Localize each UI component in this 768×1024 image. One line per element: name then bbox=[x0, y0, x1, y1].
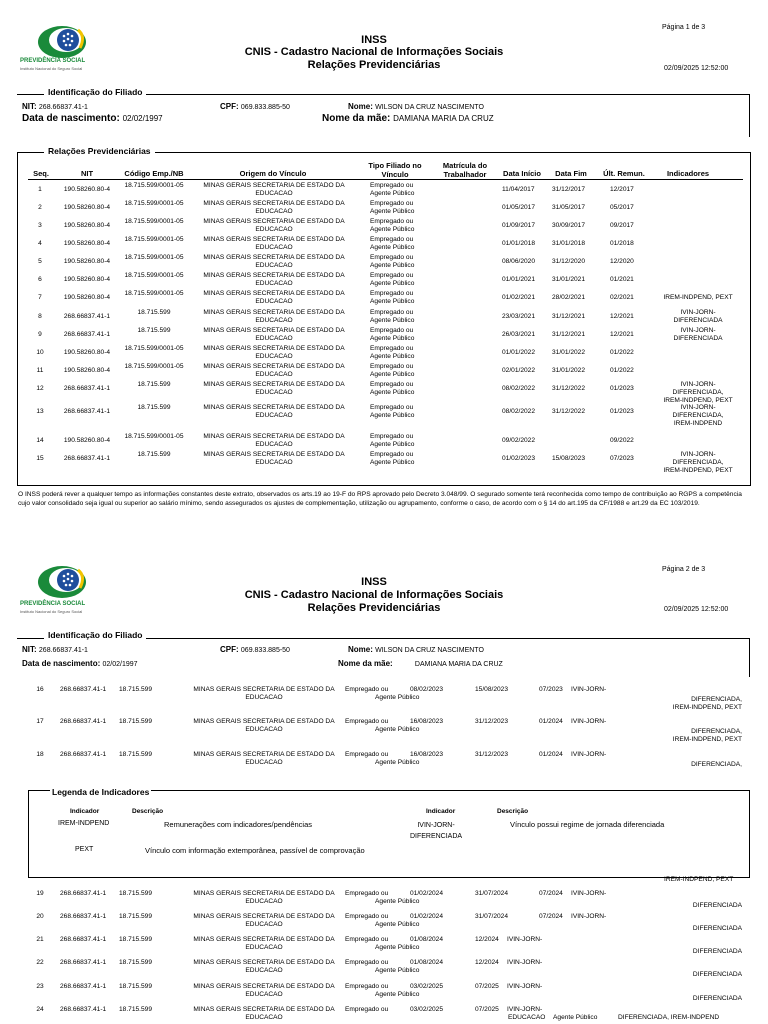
row-data-inicio: 08/02/2022 bbox=[502, 408, 536, 415]
col-matricula: Matrícula do Trabalhador bbox=[442, 161, 488, 179]
row-nit: 190.58260.80-4 bbox=[63, 437, 111, 444]
row-cod: 18.715.599/0001-05 bbox=[124, 290, 184, 297]
nasc-label: Data de nascimento: bbox=[22, 113, 120, 124]
row-nit: 268.66837.41-1 bbox=[60, 751, 107, 758]
col-data-fim: Data Fim bbox=[555, 169, 587, 178]
row-tipo: Empregado ou Agente Público bbox=[370, 381, 415, 396]
row-nit: 190.58260.80-4 bbox=[63, 294, 111, 301]
row-tipo-1: Empregado ou bbox=[345, 1006, 389, 1013]
row-tipo: Empregado ou Agente Público bbox=[370, 404, 415, 419]
nome-row bbox=[348, 102, 484, 111]
row-cod: 18.715.599 bbox=[119, 936, 153, 943]
row-tipo: Empregado ou Agente Público bbox=[370, 272, 415, 287]
row-data-inicio: 03/02/2025 bbox=[410, 983, 444, 990]
row-nit: 268.66837.41-1 bbox=[63, 385, 111, 392]
row-tipo-1: Empregado ou bbox=[345, 959, 389, 966]
nome-value-p2: WILSON DA CRUZ NASCIMENTO bbox=[375, 647, 484, 654]
row-ind-2: DIFERENCIADA bbox=[692, 971, 742, 978]
legenda-ind-pext: PEXT bbox=[75, 846, 94, 853]
row-data-inicio: 08/02/2022 bbox=[502, 385, 536, 392]
row-cod: 18.715.599 bbox=[137, 404, 171, 411]
legenda-ind-ivin: IVIN-JORN- DIFERENCIADA bbox=[409, 822, 463, 840]
legenda-title: Legenda de Indicadores bbox=[52, 787, 150, 797]
row-cod: 18.715.599/0001-05 bbox=[124, 345, 184, 352]
row-tipo-2: Agente Público bbox=[375, 898, 420, 905]
row-data-inicio: 01/05/2017 bbox=[502, 204, 536, 211]
row-tipo-1: Empregado ou bbox=[345, 718, 389, 725]
row-nit: 190.58260.80-4 bbox=[63, 258, 111, 265]
row-data-inicio: 09/02/2022 bbox=[502, 437, 536, 444]
row-seq: 11 bbox=[36, 367, 44, 374]
row-ult-remun: 07/2025 bbox=[475, 983, 499, 990]
nasc-row bbox=[22, 113, 163, 124]
row-indicadores: IVIN-JORN- DIFERENCIADA, IREM-INDPEND, PEXT bbox=[663, 381, 733, 404]
col-cod: Código Emp./NB bbox=[124, 169, 184, 178]
row-origem: MINAS GERAIS SECRETARIA DE ESTADO DA EDUCACAO bbox=[193, 751, 335, 766]
row-cod: 18.715.599 bbox=[119, 1006, 153, 1013]
row-data-inicio: 01/01/2018 bbox=[502, 240, 536, 247]
row-ind-1: IVIN-JORN- bbox=[507, 1006, 543, 1013]
row-tipo: Empregado ou Agente Público bbox=[370, 254, 415, 269]
row-data-fim: 31/12/2021 bbox=[552, 331, 586, 338]
row-ult-remun: 02/2021 bbox=[610, 294, 634, 301]
row-seq: 22 bbox=[36, 959, 44, 966]
row-origem: MINAS GERAIS SECRETARIA DE ESTADO DA EDUCACAO bbox=[193, 959, 335, 974]
row-ind-2: DIFERENCIADA, bbox=[691, 761, 742, 768]
row-indicadores: IVIN-JORN- DIFERENCIADA bbox=[673, 309, 723, 324]
row-data-fim: 31/12/2021 bbox=[552, 313, 586, 320]
row-nit: 190.58260.80-4 bbox=[63, 276, 111, 283]
row-origem: MINAS GERAIS SECRETARIA DE ESTADO DA EDUCACAO bbox=[203, 404, 345, 419]
row-indicadores: IVIN-JORN- DIFERENCIADA, IREM-INDPEND bbox=[672, 404, 724, 427]
col-data-inicio: Data Início bbox=[503, 169, 541, 178]
row-ult-remun: 01/2022 bbox=[610, 349, 634, 356]
row-data-fim: 31/05/2017 bbox=[552, 204, 586, 211]
row-cod: 18.715.599/0001-05 bbox=[124, 363, 184, 370]
row-seq: 8 bbox=[38, 313, 42, 320]
row-seq: 6 bbox=[38, 276, 42, 283]
row-data-fim: 15/08/2023 bbox=[552, 455, 586, 462]
header-rule bbox=[28, 179, 743, 180]
row-nit: 190.58260.80-4 bbox=[63, 349, 111, 356]
relacoes-section-title: Relações Previdenciárias bbox=[44, 146, 155, 156]
nit-row bbox=[22, 102, 88, 111]
nasc-value: 02/02/1997 bbox=[122, 114, 163, 123]
row-origem: MINAS GERAIS SECRETARIA DE ESTADO DA EDUCACAO bbox=[203, 254, 345, 269]
cpf-value: 069.833.885-50 bbox=[240, 104, 290, 111]
row-origem: MINAS GERAIS SECRETARIA DE ESTADO DA EDUCACAO bbox=[203, 381, 345, 396]
legenda-col-ind: Indicador bbox=[70, 808, 100, 815]
row-nit: 268.66837.41-1 bbox=[63, 408, 111, 415]
row-nit: 268.66837.41-1 bbox=[60, 959, 107, 966]
legenda-col-desc-2: Descrição bbox=[497, 808, 529, 815]
row-data-fim: 31/12/2017 bbox=[552, 186, 586, 193]
row-nit: 268.66837.41-1 bbox=[60, 1006, 107, 1013]
row-seq: 12 bbox=[36, 385, 44, 392]
header-org-p2: INSS bbox=[361, 576, 387, 588]
row-ind-2: DIFERENCIADA bbox=[692, 995, 742, 1002]
row-ult-remun: 01/2023 bbox=[610, 385, 634, 392]
row-ult-remun: 07/2023 bbox=[610, 455, 634, 462]
cpf-label: CPF: bbox=[220, 102, 239, 111]
row-origem: MINAS GERAIS SECRETARIA DE ESTADO DA EDUCACAO bbox=[203, 309, 345, 324]
row-data-fim: 31/12/2023 bbox=[475, 718, 509, 725]
header-subtitle-p2: Relações Previdenciárias bbox=[307, 602, 441, 614]
row-seq: 10 bbox=[36, 349, 44, 356]
row-origem: MINAS GERAIS SECRETARIA DE ESTADO DA EDUCACAO bbox=[193, 936, 335, 951]
row-cod: 18.715.599 bbox=[119, 983, 153, 990]
row-cod: 18.715.599 bbox=[119, 913, 153, 920]
row-cod: 18.715.599 bbox=[137, 381, 171, 388]
row-origem: MINAS GERAIS SECRETARIA DE ESTADO DA EDUCACAO bbox=[203, 236, 345, 251]
legenda-col-desc: Descrição bbox=[132, 808, 164, 815]
row-seq: 17 bbox=[36, 718, 44, 725]
row-nit: 190.58260.80-4 bbox=[63, 222, 111, 229]
row-nit: 268.66837.41-1 bbox=[60, 913, 107, 920]
row-ult-remun: 09/2017 bbox=[610, 222, 634, 229]
nit-label-p2: NIT: bbox=[22, 645, 37, 654]
header-title: CNIS - Cadastro Nacional de Informações Sociais bbox=[244, 46, 504, 58]
nome-value: WILSON DA CRUZ NASCIMENTO bbox=[375, 104, 484, 111]
row-cod: 18.715.599/0001-05 bbox=[124, 218, 184, 225]
row-data-inicio: 08/06/2020 bbox=[502, 258, 536, 265]
row-data-fim: 31/01/2018 bbox=[552, 240, 586, 247]
row-seq: 3 bbox=[38, 222, 42, 229]
col-nit: NIT bbox=[80, 169, 94, 178]
row-data-inicio: 01/09/2017 bbox=[502, 222, 536, 229]
mae-row-p2 bbox=[338, 659, 503, 668]
row-origem: MINAS GERAIS SECRETARIA DE ESTADO DA EDUCACAO bbox=[203, 327, 345, 342]
row-cod: 18.715.599 bbox=[137, 309, 171, 316]
nome-label: Nome: bbox=[348, 102, 373, 111]
filiado-section-title-p2: Identificação do Filiado bbox=[44, 630, 146, 640]
row-ult-remun: 07/2023 bbox=[539, 686, 563, 693]
row-ult-remun: 12/2021 bbox=[610, 331, 634, 338]
row-ult-remun: 01/2024 bbox=[539, 718, 563, 725]
row-nit: 190.58260.80-4 bbox=[63, 204, 111, 211]
row-indicadores: IVIN-JORN- DIFERENCIADA bbox=[673, 327, 723, 342]
row-data-fim: 31/01/2022 bbox=[552, 349, 586, 356]
cpf-label-p2: CPF: bbox=[220, 645, 239, 654]
row-cod: 18.715.599 bbox=[137, 451, 171, 458]
row-tipo-2: Agente Público bbox=[375, 759, 420, 766]
print-datetime: 02/09/2025 12:52:00 bbox=[664, 65, 729, 72]
nit-value: 268.66837.41-1 bbox=[38, 104, 88, 111]
row-seq: 13 bbox=[36, 408, 44, 415]
row-nit: 190.58260.80-4 bbox=[63, 367, 111, 374]
row-cod: 18.715.599 bbox=[119, 686, 153, 693]
row-tipo: Empregado ou Agente Público bbox=[370, 327, 415, 342]
row-cod: 18.715.599 bbox=[119, 890, 153, 897]
row-seq: 15 bbox=[36, 455, 44, 462]
nasc-value-p2: 02/02/1997 bbox=[102, 661, 138, 668]
row-seq: 16 bbox=[36, 686, 44, 693]
legenda-ind-irem: IREM-INDPEND bbox=[58, 820, 110, 827]
row-cod: 18.715.599/0001-05 bbox=[124, 182, 184, 189]
logo-subtitle: Instituto Nacional do Seguro Social bbox=[20, 66, 83, 71]
row-seq: 21 bbox=[36, 936, 44, 943]
col-indicadores: Indicadores bbox=[666, 169, 710, 178]
row-cod: 18.715.599/0001-05 bbox=[124, 272, 184, 279]
row-ult-remun: 05/2017 bbox=[610, 204, 634, 211]
mae-label-p2: Nome da mãe: bbox=[338, 659, 393, 668]
row-tipo-2: Agente Público bbox=[375, 991, 420, 998]
row-tipo: Empregado ou Agente Público bbox=[370, 290, 415, 305]
filiado-box-p2 bbox=[17, 638, 750, 677]
row-seq: 4 bbox=[38, 240, 42, 247]
nasc-label-p2: Data de nascimento: bbox=[22, 659, 101, 668]
mae-value: DAMIANA MARIA DA CRUZ bbox=[393, 114, 494, 123]
cpf-row-p2 bbox=[220, 645, 290, 654]
row-data-inicio: 26/03/2021 bbox=[502, 331, 536, 338]
row-seq: 1 bbox=[38, 186, 42, 193]
row-tipo: Empregado ou Agente Público bbox=[370, 451, 415, 466]
header-org: INSS bbox=[361, 34, 387, 46]
row-tipo-1: Empregado ou bbox=[345, 936, 389, 943]
row-origem: MINAS GERAIS SECRETARIA DE ESTADO DA EDUCACAO bbox=[193, 890, 335, 905]
row-cod: 18.715.599 bbox=[119, 718, 153, 725]
row-seq: 14 bbox=[36, 437, 44, 444]
row-nit: 268.66837.41-1 bbox=[63, 313, 111, 320]
row-data-inicio: 01/08/2024 bbox=[410, 936, 444, 943]
cpf-value-p2: 069.833.885-50 bbox=[240, 647, 290, 654]
row-origem: MINAS GERAIS SECRETARIA DE ESTADO DA EDUCACAO bbox=[203, 451, 345, 466]
row-data-fim: 31/07/2024 bbox=[475, 913, 509, 920]
row-ind-1: IVIN-JORN- bbox=[571, 913, 607, 920]
row-data-fim: 31/12/2022 bbox=[552, 385, 586, 392]
row-data-inicio: 03/02/2025 bbox=[410, 1006, 444, 1013]
row-seq: 7 bbox=[38, 294, 42, 301]
row-ult-remun: 09/2022 bbox=[610, 437, 634, 444]
mae-label: Nome da mãe: bbox=[322, 113, 391, 124]
row-origem: MINAS GERAIS SECRETARIA DE ESTADO DA EDUCACAO bbox=[193, 686, 335, 701]
row-ult-remun: 01/2018 bbox=[610, 240, 634, 247]
row-cod: 18.715.599 bbox=[119, 751, 153, 758]
row-ult-remun: 07/2025 bbox=[475, 1006, 499, 1013]
row-origem: MINAS GERAIS SECRETARIA DE ESTADO DA EDUCACAO bbox=[203, 218, 345, 233]
row-data-inicio: 02/01/2022 bbox=[502, 367, 536, 374]
logo-name-p2: PREVIDÊNCIA SOCIAL bbox=[20, 601, 86, 607]
row-origem: MINAS GERAIS SECRETARIA DE ESTADO DA EDUCACAO bbox=[193, 1006, 335, 1021]
row-ult-remun: 12/2017 bbox=[610, 186, 634, 193]
row-ind-3: IREM-INDPEND, PEXT bbox=[672, 736, 742, 743]
row-seq: 19 bbox=[36, 890, 44, 897]
row-tipo: Empregado ou Agente Público bbox=[370, 218, 415, 233]
row-data-inicio: 01/02/2024 bbox=[410, 913, 444, 920]
row-data-fim: 31/12/2023 bbox=[475, 751, 509, 758]
row-seq: 5 bbox=[38, 258, 42, 265]
row-data-fim: 15/08/2023 bbox=[475, 686, 509, 693]
row-cod: 18.715.599 bbox=[137, 327, 171, 334]
row-ind-2: DIFERENCIADA bbox=[692, 948, 742, 955]
nit-label: NIT: bbox=[22, 102, 37, 111]
row-origem: MINAS GERAIS SECRETARIA DE ESTADO DA EDUCACAO bbox=[193, 718, 335, 733]
row-nit: 268.66837.41-1 bbox=[60, 936, 107, 943]
row-data-fim: 28/02/2021 bbox=[552, 294, 586, 301]
row-seq: 23 bbox=[36, 983, 44, 990]
row-data-fim: 30/09/2017 bbox=[552, 222, 586, 229]
row-nit: 268.66837.41-1 bbox=[60, 718, 107, 725]
print-datetime-p2: 02/09/2025 12:52:00 bbox=[664, 606, 729, 613]
row-ind-1: IVIN-JORN- bbox=[571, 718, 607, 725]
row-data-inicio: 08/02/2023 bbox=[410, 686, 444, 693]
row-ind-1: IVIN-JORN- bbox=[571, 751, 607, 758]
nome-row-p2 bbox=[348, 645, 484, 654]
row-origem: MINAS GERAIS SECRETARIA DE ESTADO DA EDUCACAO bbox=[203, 200, 345, 215]
row-ind-1: IVIN-JORN- bbox=[507, 959, 543, 966]
row-seq: 2 bbox=[38, 204, 42, 211]
row-cod: 18.715.599 bbox=[119, 959, 153, 966]
legenda-desc-pext: Vínculo com informação extemporânea, passível de comprovação bbox=[145, 846, 365, 855]
row-ind-1: IVIN-JORN- bbox=[571, 686, 607, 693]
nome-label-p2: Nome: bbox=[348, 645, 373, 654]
row-ind-1: IVIN-JORN- bbox=[507, 983, 543, 990]
row-ind-3: IREM-INDPEND, PEXT bbox=[672, 704, 742, 711]
cpf-row bbox=[220, 102, 290, 111]
legenda-desc-irem: Remunerações com indicadores/pendências bbox=[164, 820, 313, 829]
row-nit: 190.58260.80-4 bbox=[63, 240, 111, 247]
row-cod: 18.715.599/0001-05 bbox=[124, 236, 184, 243]
row-origem: MINAS GERAIS SECRETARIA DE ESTADO DA EDUCACAO bbox=[203, 433, 345, 448]
row-data-fim: 31/07/2024 bbox=[475, 890, 509, 897]
row-ult-remun: 12/2020 bbox=[610, 258, 634, 265]
row-ult-remun: 12/2024 bbox=[475, 959, 499, 966]
header-title-p2: CNIS - Cadastro Nacional de Informações Sociais bbox=[244, 589, 504, 601]
row-data-inicio: 16/08/2023 bbox=[410, 718, 444, 725]
row-data-inicio: 01/08/2024 bbox=[410, 959, 444, 966]
row-nit: 268.66837.41-1 bbox=[60, 983, 107, 990]
row-nit: 268.66837.41-1 bbox=[60, 890, 107, 897]
col-ult-remun: Últ. Remun. bbox=[603, 169, 645, 178]
row-data-inicio: 01/02/2024 bbox=[410, 890, 444, 897]
row-data-inicio: 01/02/2021 bbox=[502, 294, 536, 301]
row-tipo: Empregado ou Agente Público bbox=[370, 309, 415, 324]
nit-value-p2: 268.66837.41-1 bbox=[38, 647, 88, 654]
row-origem: MINAS GERAIS SECRETARIA DE ESTADO DA EDUCACAO bbox=[203, 272, 345, 287]
row-indicadores: IVIN-JORN- DIFERENCIADA, IREM-INDPEND, PEXT bbox=[663, 451, 733, 474]
row-ind-1: IVIN-JORN- bbox=[507, 936, 543, 943]
row-cod: 18.715.599/0001-05 bbox=[124, 433, 184, 440]
row-ind-2: DIFERENCIADA, bbox=[691, 696, 742, 703]
row-origem-wrap: EDUCACAO bbox=[508, 1014, 546, 1021]
row-tipo: Empregado ou Agente Público bbox=[370, 433, 415, 448]
row-tipo-1: Empregado ou bbox=[345, 890, 389, 897]
row-ind-1: IVIN-JORN- bbox=[571, 890, 607, 897]
row-origem: MINAS GERAIS SECRETARIA DE ESTADO DA EDUCACAO bbox=[193, 983, 335, 998]
col-seq: Seq. bbox=[33, 169, 49, 178]
row-origem: MINAS GERAIS SECRETARIA DE ESTADO DA EDUCACAO bbox=[203, 182, 345, 197]
row-data-inicio: 01/01/2021 bbox=[502, 276, 536, 283]
row-tipo-1: Empregado ou bbox=[345, 913, 389, 920]
row-cod: 18.715.599/0001-05 bbox=[124, 200, 184, 207]
row-data-fim: 31/01/2022 bbox=[552, 367, 586, 374]
row-data-inicio: 01/01/2022 bbox=[502, 349, 536, 356]
row-tipo-2: Agente Público bbox=[375, 967, 420, 974]
continued-indicator: IREM-INDPEND, PEXT bbox=[664, 876, 734, 883]
page-number: Página 1 de 3 bbox=[662, 24, 706, 31]
row-indicadores: IREM-INDPEND, PEXT bbox=[663, 294, 733, 301]
row-origem: MINAS GERAIS SECRETARIA DE ESTADO DA EDUCACAO bbox=[203, 290, 345, 305]
logo-subtitle-p2: Instituto Nacional do Seguro Social bbox=[20, 609, 83, 614]
row-data-fim: 31/12/2022 bbox=[552, 408, 586, 415]
row-ult-remun: 01/2022 bbox=[610, 367, 634, 374]
row-tipo: Empregado ou Agente Público bbox=[370, 200, 415, 215]
legenda-col-ind-2: Indicador bbox=[426, 808, 456, 815]
col-origem: Origem do Vínculo bbox=[239, 169, 307, 178]
row-tipo-2: Agente Público bbox=[553, 1014, 598, 1021]
row-ind-2: DIFERENCIADA, bbox=[691, 728, 742, 735]
nasc-row-p2 bbox=[22, 659, 138, 668]
legenda-box bbox=[28, 790, 750, 878]
row-ind-2: DIFERENCIADA bbox=[692, 902, 742, 909]
row-ult-remun: 01/2021 bbox=[610, 276, 634, 283]
row-tipo-2: Agente Público bbox=[375, 726, 420, 733]
row-tipo-2: Agente Público bbox=[375, 921, 420, 928]
row-ult-remun: 07/2024 bbox=[539, 890, 563, 897]
mae-value-p2: DAMIANA MARIA DA CRUZ bbox=[414, 661, 503, 668]
row-seq: 9 bbox=[38, 331, 42, 338]
row-origem: MINAS GERAIS SECRETARIA DE ESTADO DA EDUCACAO bbox=[203, 345, 345, 360]
row-ult-remun: 01/2023 bbox=[610, 408, 634, 415]
row-tipo: Empregado ou Agente Público bbox=[370, 182, 415, 197]
header-subtitle: Relações Previdenciárias bbox=[307, 59, 441, 71]
logo-name: PREVIDÊNCIA SOCIAL bbox=[20, 58, 86, 64]
row-seq: 24 bbox=[36, 1006, 44, 1013]
col-tipo: Tipo Filiado no Vínculo bbox=[368, 161, 422, 179]
row-tipo-2: Agente Público bbox=[375, 694, 420, 701]
row-ult-remun: 07/2024 bbox=[539, 913, 563, 920]
row-ind-2: DIFERENCIADA, IREM-INDPEND bbox=[618, 1014, 720, 1021]
nit-row-p2 bbox=[22, 645, 88, 654]
row-data-inicio: 11/04/2017 bbox=[502, 186, 535, 193]
row-data-inicio: 16/08/2023 bbox=[410, 751, 444, 758]
row-tipo-1: Empregado ou bbox=[345, 983, 389, 990]
row-tipo: Empregado ou Agente Público bbox=[370, 236, 415, 251]
row-tipo: Empregado ou Agente Público bbox=[370, 363, 415, 378]
row-origem: MINAS GERAIS SECRETARIA DE ESTADO DA EDUCACAO bbox=[193, 913, 335, 928]
page-number-p2: Página 2 de 3 bbox=[662, 566, 706, 573]
row-origem: MINAS GERAIS SECRETARIA DE ESTADO DA EDUCACAO bbox=[203, 363, 345, 378]
row-ult-remun: 01/2024 bbox=[539, 751, 563, 758]
row-cod: 18.715.599/0001-05 bbox=[124, 254, 184, 261]
row-data-inicio: 23/03/2021 bbox=[502, 313, 536, 320]
row-seq: 18 bbox=[36, 751, 44, 758]
row-tipo-2: Agente Público bbox=[375, 944, 420, 951]
row-ult-remun: 12/2021 bbox=[610, 313, 634, 320]
row-ult-remun: 12/2024 bbox=[475, 936, 499, 943]
disclaimer-note: O INSS poderá rever a qualquer tempo as informações constantes deste extrato, observados os arts.19 ao 19-F do RPS aprovado pelo Decreto 3.048/99. O segurado somente terá reconhecida como tempo de contribuição ao RGPS a competência cujo valor consolidado seja igual ou superior ao salário mínimo, sendo assegurados os ajustes de complementação, utilização ou agrupamento, conforme o caso, de acordo com o § 14 do art.195 da CF/1988 e art.29 da EC 103/2019. bbox=[18, 491, 742, 507]
row-nit: 268.66837.41-1 bbox=[63, 331, 111, 338]
row-tipo-1: Empregado ou bbox=[345, 751, 389, 758]
row-data-fim: 31/12/2020 bbox=[552, 258, 586, 265]
row-data-inicio: 01/02/2023 bbox=[502, 455, 536, 462]
row-seq: 20 bbox=[36, 913, 44, 920]
row-tipo-1: Empregado ou bbox=[345, 686, 389, 693]
legenda-desc-ivin: Vínculo possui regime de jornada diferenciada bbox=[510, 820, 665, 829]
row-nit: 268.66837.41-1 bbox=[63, 455, 111, 462]
row-nit: 268.66837.41-1 bbox=[60, 686, 107, 693]
mae-row bbox=[322, 113, 494, 124]
row-ind-2: DIFERENCIADA bbox=[692, 925, 742, 932]
row-nit: 190.58260.80-4 bbox=[63, 186, 111, 193]
filiado-section-title: Identificação do Filiado bbox=[44, 87, 146, 97]
row-tipo: Empregado ou Agente Público bbox=[370, 345, 415, 360]
row-data-fim: 31/01/2021 bbox=[552, 276, 586, 283]
